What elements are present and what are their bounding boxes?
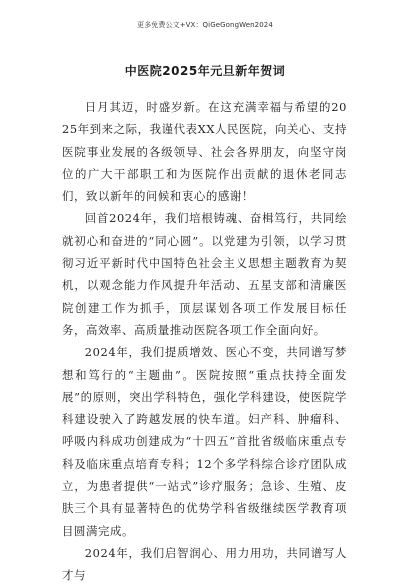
paragraph: 2024年，我们提质增效、医心不变，共同谱写梦想和笃行的“主题曲”。医院按照“重点扶持全面发展”的原则，突出学科特色，强化学科建设，使医院学科建设驶入了跨越发展的快车道。妇产科、肿瘤科、呼吸内科成功创建成为“十四五”首批省级临床重点专科及临床重点培育专科；12个多学科综合诊疗团队成立，为患者提供“一站式”诊疗服务；急诊、生殖、皮肤三个具有显著特色的优势学科省级继续医学教育项目圆满完成。 bbox=[62, 345, 347, 538]
document-title: 中医院2025年元旦新年贺词 bbox=[124, 64, 286, 78]
paragraph: 2024年，我们启智润心、用力用功，共同谱写人才与 bbox=[62, 545, 347, 583]
document-body bbox=[62, 96, 347, 587]
paragraph: 回首2024年，我们培根铸魂、奋楫笃行，共同绘就初心和奋进的“同心圆”。以党建为引领，以学习贯彻习近平新时代中国特色社会主义思想主题教育为契机，以观念能力作风提升年活动、五星支部和清廉医院创建工作为抓手，顶层谋划各项工作发展目标任务，高效率、高质量推动医院各项工作全面向好。 bbox=[62, 211, 347, 337]
header-note: 更多免费公文+VX：QiGeGongWen2024 bbox=[137, 21, 273, 29]
paragraph: 日月其迈，时盛岁新。在这充满幸福与希望的2025年到来之际，我谨代表XX人民医院，向关心、支持医院事业发展的各级领导、社会各界朋友，向坚守岗位的广大干部职工和为医院作出贡献的退休老同志们，致以新年的问候和衷心的感谢！ bbox=[62, 100, 347, 204]
